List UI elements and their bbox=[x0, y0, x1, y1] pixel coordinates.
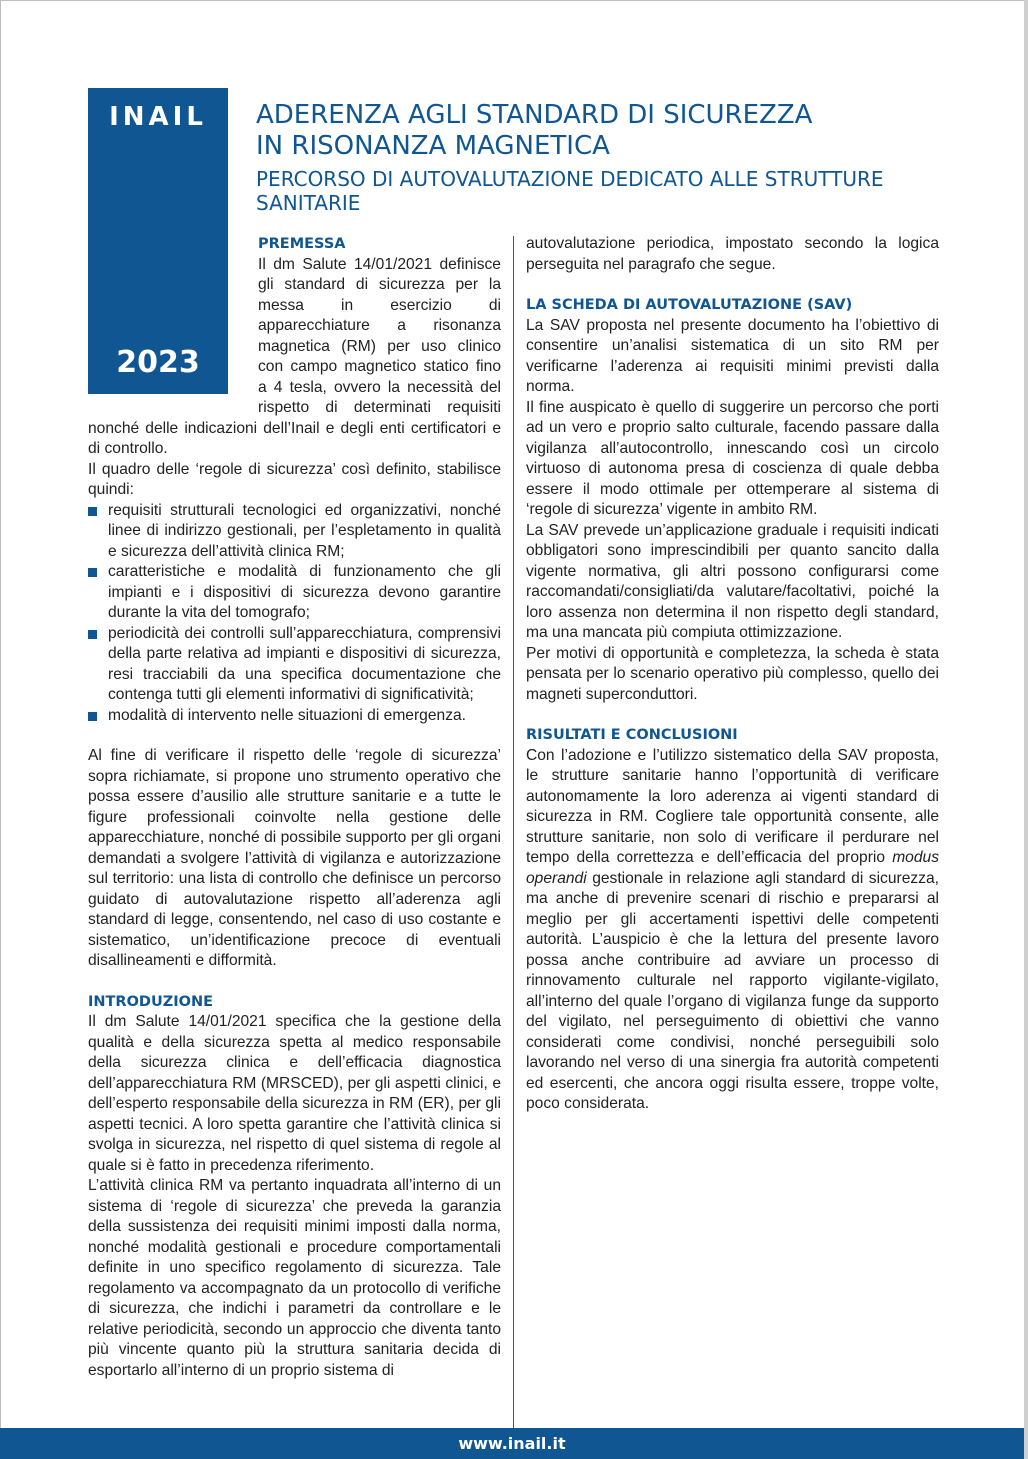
list-item bbox=[88, 624, 501, 706]
publication-year: 2023 bbox=[116, 345, 200, 380]
introduzione-paragraph-1: Il dm Salute 14/01/2021 specifica che la gestione della qualità e della sicurezza spetta al medico responsabile della sicurezza clinica e dell’efficacia diagnostica dell’apparecchiatura RM (MRSCED), per gli aspetti clinici, e dell’esperto responsabile della sicurezza in RM (ER), per gli aspetti tecnici. A loro spetta garantire che l’attività clinica si svolga in sicurezza, nel rispetto di quel sistema di regole al quale si è fatto in precedenza riferimento. bbox=[88, 1013, 501, 1174]
bullet-square-icon bbox=[88, 630, 97, 639]
risultati-paragraph bbox=[526, 746, 939, 1115]
left-column bbox=[88, 234, 501, 1381]
viewer-edge bbox=[1024, 0, 1028, 1459]
premessa-paragraph-2: Il quadro delle ‘regole di sicurezza’ così definito, stabilisce quindi: bbox=[88, 460, 501, 498]
premessa-heading: PREMESSA bbox=[258, 236, 346, 252]
risultati-italic-term: modus operandi bbox=[526, 849, 939, 887]
list-item bbox=[88, 501, 501, 563]
inail-logo: INAIL bbox=[109, 102, 207, 132]
premessa-paragraph-3: Al fine di verificare il rispetto delle ‘regole di sicurezza’ sopra richiamate, si propone uno strumento operativo che possa essere d’ausilio alle strutture sanitarie e a tutte le figure professionali coinvolte nella gestione delle apparecchiature, nonché di possibile supporto per gli organi demandati a svolgere l’attività di vigilanza e autorizzazione sul territorio: una lista di controllo che definisce un percorso guidato di autovalutazione rispetto all’aderenza agli standard di legge, consentendo, nel caso di uso costante e sistematico, un’identificazione precoce di eventuali disallineamenti e difformità. bbox=[88, 747, 501, 969]
list-item-text: periodicità dei controlli sull’apparecchiatura, comprensivi della parte relativa ad impianti e dispositivi di sicurezza, resi tracciabili da una specifica documentazione che contenga tutti gli elementi informativi di significatività; bbox=[108, 624, 501, 703]
spacer bbox=[88, 972, 501, 992]
spacer bbox=[88, 726, 501, 746]
title-line-1: ADERENZA AGLI STANDARD DI SICUREZZA bbox=[256, 100, 813, 130]
list-item bbox=[88, 706, 501, 727]
bullet-square-icon bbox=[88, 712, 97, 721]
introduzione-paragraph-2-continued: autovalutazione periodica, impostato secondo la logica perseguita nel paragrafo che segue. bbox=[526, 235, 939, 273]
column-divider bbox=[513, 236, 514, 1428]
sav-paragraph-4: Per motivi di opportunità e completezza, la scheda è stata pensata per lo scenario operativo più complesso, quello dei magneti superconduttori. bbox=[526, 644, 939, 703]
risultati-heading: RISULTATI E CONCLUSIONI bbox=[526, 727, 738, 743]
sav-paragraph-2: Il fine auspicato è quello di suggerire un percorso che porti ad un vero e proprio salto culturale, facendo passare dalla vigilanza all’autocontrollo, innescando così un circolo virtuoso di autonoma presa di coscienza di quale debba essere il modo ottimale per ottemperare al sistema di ‘regole di sicurezza’ vigente in ambito RM. bbox=[526, 398, 939, 518]
risultati-text-end: gestionale in relazione agli standard di sicurezza, ma anche di prevenire scenari di rischio e prepararsi al meglio per gli accertamenti ispettivi delle competenti autorità. L’auspicio è che la lettura del presente lavoro possa anche contribuire ad avviare un processo di rinnovamento culturale nel rapporto vigilante-vigilato, all’interno del quale l’organo di vigilanza funge da supporto del vigilato, nel perseguimento di obiettivi che vanno considerati come condivisi, nonché perseguibili solo lavorando nel verso di una sinergia fra autorità competenti ed esercenti, che ancora oggi risulta essere, troppe volte, poco considerata. bbox=[526, 869, 939, 1112]
right-column bbox=[526, 234, 939, 1115]
list-item-text: requisiti strutturali tecnologici ed organizzativi, nonché linee di indirizzo gestionali, per l’espletamento in qualità e sicurezza dell’attività clinica RM; bbox=[108, 501, 501, 560]
logo-wrap-spacer bbox=[88, 234, 258, 400]
footer-bar bbox=[0, 1428, 1024, 1459]
subtitle-line-1: PERCORSO DI AUTOVALUTAZIONE DEDICATO ALLE STRUTTURE bbox=[256, 167, 884, 191]
list-item bbox=[88, 562, 501, 624]
title-line-2: IN RISONANZA MAGNETICA bbox=[256, 131, 610, 161]
sav-paragraph-3: La SAV prevede un’applicazione graduale i requisiti indicati obbligatori sono imprescindibili per quanto sancito dalla vigente normativa, gli altri possono configurarsi come raccomandati/consigliati/da valutare/facoltativi, poiché la loro assenza non determina il non rispetto degli standard, ma una mancata più compiuta ottimizzazione. bbox=[526, 521, 939, 641]
document-subtitle bbox=[256, 167, 956, 215]
introduzione-paragraph-2: L’attività clinica RM va pertanto inquadrata all’interno di un sistema di ‘regole di sicurezza’ che preveda la garanzia della sussistenza dei requisiti minimi imposti dalla norma, nonché modalità gestionali e procedure comportamentali definite in uno specifico regolamento di sicurezza. Tale regolamento va accompagnato da un protocollo di verifiche di sicurezza, che indichi i parametri da controllare e le relative periodicità, secondo un approccio che diventa tanto più vincente quanto più la struttura sanitaria decida di esportarlo all’interno di un proprio sistema di bbox=[88, 1177, 501, 1379]
spacer bbox=[526, 705, 939, 725]
subtitle-line-2: SANITARIE bbox=[256, 191, 361, 215]
introduzione-heading: INTRODUZIONE bbox=[88, 993, 213, 1010]
list-item-text: caratteristiche e modalità di funzionamento che gli impianti e i dispositivi di sicurezza devono garantire durante la vita del tomografo; bbox=[108, 563, 501, 621]
premessa-bullet-list bbox=[88, 501, 501, 727]
document-title bbox=[256, 100, 956, 162]
footer-url-link[interactable]: www.inail.it bbox=[458, 1434, 566, 1453]
sav-paragraph-1: La SAV proposta nel presente documento ha l’obiettivo di consentire un’analisi sistematica di un sito RM per verificarne l’aderenza ai requisiti minimi previsti dalla norma. bbox=[526, 316, 939, 395]
sav-heading: LA SCHEDA DI AUTOVALUTAZIONE (SAV) bbox=[526, 297, 853, 313]
bullet-square-icon bbox=[88, 568, 97, 577]
risultati-text-start: Con l’adozione e l’utilizzo sistematico della SAV proposta, le strutture sanitarie hanno l’opportunità di verificare autonomamente la loro aderenza ai vigenti standard di sicurezza in RM. Cogliere tale opportunità consente, alle strutture sanitarie, non solo di verificare il perdurare nel tempo della correttezza e dell’efficacia del proprio bbox=[526, 746, 939, 866]
bullet-square-icon bbox=[88, 507, 97, 516]
premessa-paragraph-1: Il dm Salute 14/01/2021 definisce gli standard di sicurezza per la messa in esercizio di apparecchiature a risonanza magnetica (RM) per uso clinico con campo magnetico statico fino a 4 tesla, ovvero la necessità del rispetto di determinati requisiti nonché delle indicazioni dell’Inail e degli enti certificatori e di controllo. bbox=[88, 255, 501, 457]
list-item-text: modalità di intervento nelle situazioni di emergenza. bbox=[108, 706, 466, 724]
